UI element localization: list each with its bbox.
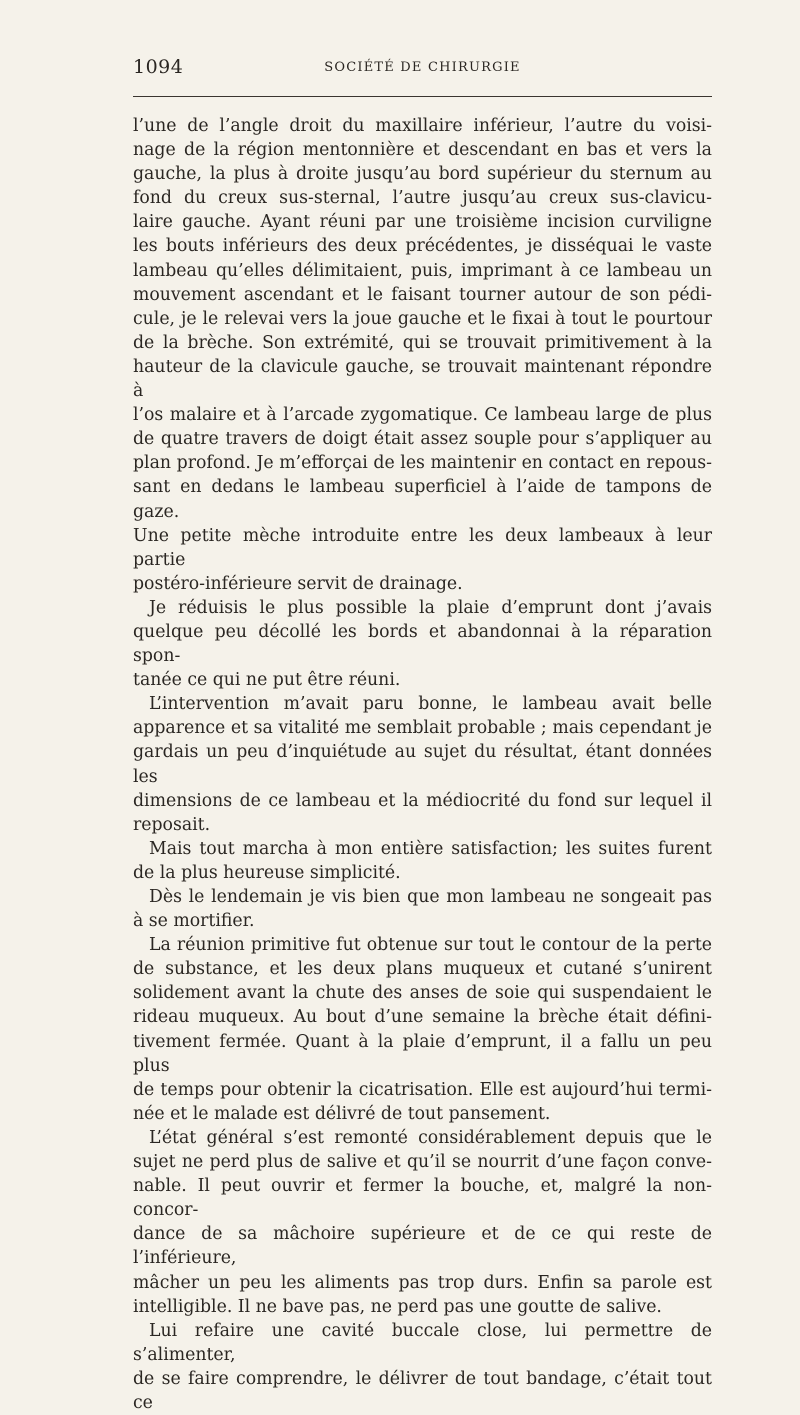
text-line: cule, je le relevai vers la joue gauche et le fixai à tout le pourtour	[133, 308, 712, 329]
text-line: reposait.	[133, 814, 211, 835]
text-line: L’intervention m’avait paru bonne, le lambeau avait belle	[149, 694, 712, 715]
text-line: sujet ne perd plus de salive et qu’il se nourrit d’une façon conve-	[133, 1152, 712, 1173]
text-line: nable. Il peut ouvrir et fermer la bouche, et, malgré la non-concor-	[133, 1176, 712, 1221]
running-title: SOCIÉTÉ DE CHIRURGIE	[324, 60, 521, 75]
text-line: mouvement ascendant et le faisant tourner autour de son pédi-	[133, 284, 712, 305]
header-rule	[133, 96, 712, 97]
text-line: fond du creux sus-sternal, l’autre jusqu’au creux sus-clavicu-	[133, 188, 712, 209]
text-line: de temps pour obtenir la cicatrisation. Elle est aujourd’hui termi-	[133, 1079, 712, 1100]
text-line: Lui refaire une cavité buccale close, lui permettre de s’alimenter,	[133, 1320, 712, 1365]
text-line: Mais tout marcha à mon entière satisfaction; les suites furent	[149, 838, 712, 859]
text-line: dimensions de ce lambeau et la médiocrité du fond sur lequel il	[133, 790, 712, 811]
text-line: l’os malaire et à l’arcade zygomatique. Ce lambeau large de plus	[133, 405, 712, 426]
text-line: née et le malade est délivré de tout pansement.	[133, 1103, 551, 1124]
page-header	[133, 56, 712, 86]
text-line: Une petite mèche introduite entre les deux lambeaux à leur partie	[133, 525, 712, 570]
text-line: tanée ce qui ne put être réuni.	[133, 670, 401, 691]
text-line: Dès le lendemain je vis bien que mon lambeau ne songeait pas	[149, 887, 712, 907]
text-line: tivement fermée. Quant à la plaie d’emprunt, il a fallu un peu plus	[133, 1031, 712, 1076]
text-line: solidement avant la chute des anses de soie qui suspendaient le	[133, 983, 712, 1004]
text-line: l’une de l’angle droit du maxillaire inférieur, l’autre du voisi-	[133, 116, 712, 136]
text-line: postéro-inférieure servit de drainage.	[133, 573, 463, 594]
text-line: gardais un peu d’inquiétude au sujet du résultat, étant données les	[133, 742, 712, 787]
text-line: quelque peu décollé les bords et abandonnai à la réparation spon-	[133, 621, 712, 667]
text-line: dance de sa mâchoire supérieure et de ce qui reste de l’inférieure,	[133, 1224, 712, 1269]
page-number: 1094	[133, 56, 184, 78]
text-line: à se mortifier.	[133, 911, 255, 932]
text-line: les bouts inférieurs des deux précédentes, je disséquai le vaste	[133, 236, 712, 257]
text-line: mâcher un peu les aliments pas trop durs. Enfin sa parole est	[133, 1272, 712, 1293]
text-line: apparence et sa vitalité me semblait probable ; mais cependant je	[133, 718, 712, 739]
text-line: rideau muqueux. Au bout d’une semaine la brèche était défini-	[133, 1007, 712, 1028]
text-line: de la plus heureuse simplicité.	[133, 862, 401, 883]
text-line: nage de la région mentonnière et descendant en bas et vers la	[133, 140, 712, 161]
text-line: sant en dedans le lambeau superficiel à l’aide de tampons de gaze.	[133, 477, 712, 522]
text-line: gauche, la plus à droite jusqu’au bord supérieur du sternum au	[133, 164, 712, 185]
text-line: de substance, et les deux plans muqueux et cutané s’unirent	[133, 959, 712, 980]
text-line: L’état général s’est remonté considérablement depuis que le	[149, 1127, 712, 1148]
text-line: de se faire comprendre, le délivrer de tout bandage, c’était tout ce	[133, 1368, 712, 1413]
text-line: de la brèche. Son extrémité, qui se trouvait primitivement à la	[133, 332, 712, 353]
text-line: Je réduisis le plus possible la plaie d’emprunt dont j’avais	[149, 597, 712, 618]
text-line: de quatre travers de doigt était assez souple pour s’appliquer au	[133, 429, 712, 450]
text-line: intelligible. Il ne bave pas, ne perd pas une goutte de salive.	[133, 1296, 662, 1317]
text-line: lambeau qu’elles délimitaient, puis, imprimant à ce lambeau un	[133, 260, 712, 281]
text-line: plan profond. Je m’efforçai de les maintenir en contact en repous-	[133, 453, 712, 474]
body-text	[133, 114, 712, 1415]
text-line: laire gauche. Ayant réuni par une troisième incision curviligne	[133, 212, 712, 233]
text-line: hauteur de la clavicule gauche, se trouvait maintenant répondre à	[133, 356, 712, 402]
text-line: La réunion primitive fut obtenue sur tout le contour de la perte	[149, 935, 712, 956]
